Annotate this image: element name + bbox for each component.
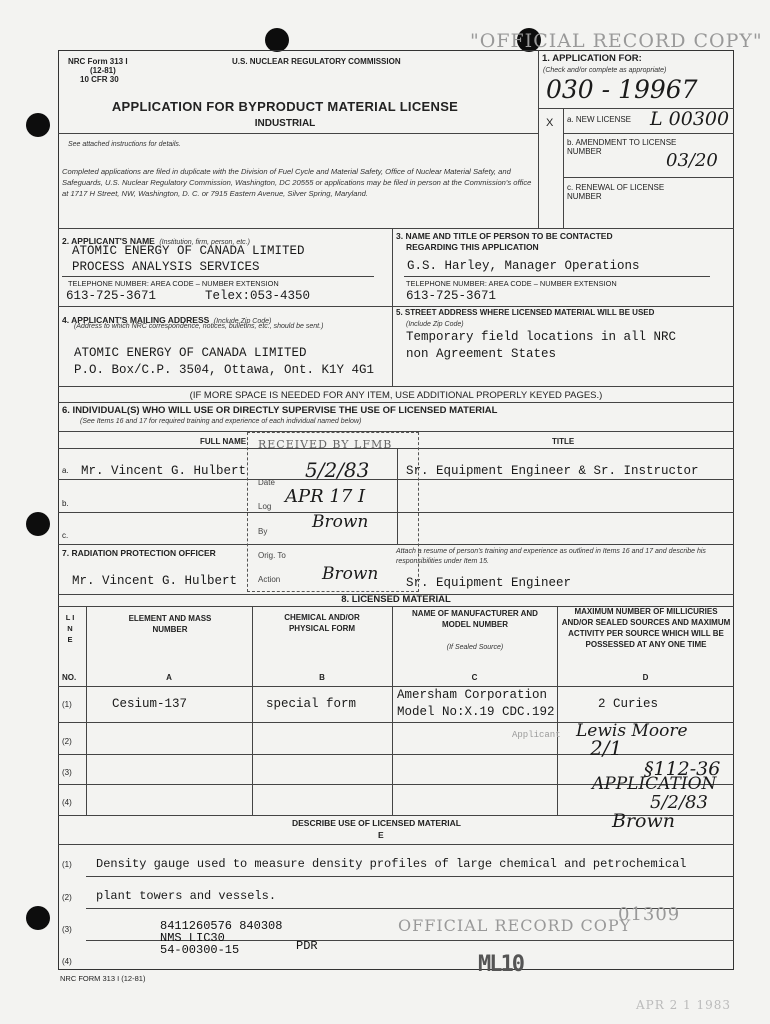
- mailing-address-zip-hint: (Include Zip Code): [213, 318, 272, 325]
- see-instructions: See attached instructions for details.: [68, 141, 181, 148]
- new-license-number: L 00300: [650, 108, 730, 130]
- use-row-2-text: plant towers and vessels.: [96, 889, 277, 903]
- element-col-letter: A: [166, 673, 172, 682]
- pdr-line-3: 54-00300-15: [160, 943, 240, 957]
- max-activity-col-label: MAXIMUM NUMBER OF MILLICURIES AND/OR SEALED SOURCES AND MAXIMUM ACTIVITY PER SOURCE WHICH WILL BE POSSESSED AT ANY ONE TIME: [561, 607, 731, 649]
- application-for-label: 1. APPLICATION FOR:: [542, 53, 642, 64]
- material-row-1-element: Cesium-137: [112, 697, 188, 711]
- licensed-material-label: 8. LICENSED MATERIAL: [341, 594, 451, 605]
- line-no-label: NO.: [62, 673, 77, 682]
- use-row-3-no: (3): [62, 925, 72, 934]
- received-action-hand: Brown: [322, 564, 379, 584]
- individual-a-name: Mr. Vincent G. Hulbert: [81, 464, 247, 478]
- rpo-hint: Attach a resume of person's training and experience as outlined in Items 16 and 17 and describe his responsibilities under Item 15.: [396, 548, 706, 565]
- application-for-hint: (Check and/or complete as appropriate): [543, 67, 667, 74]
- individual-a-letter: a.: [62, 466, 69, 475]
- note-date: 5/2/83: [650, 792, 708, 813]
- full-name-col: FULL NAME: [200, 437, 247, 446]
- received-stamp-title: RECEIVED BY LFMB: [258, 438, 393, 451]
- contact-label-2: REGARDING THIS APPLICATION: [406, 242, 539, 252]
- new-license-check[interactable]: X: [546, 117, 554, 129]
- material-row-4-no: (4): [62, 798, 72, 807]
- title-col: TITLE: [552, 437, 575, 446]
- rpo-label: 7. RADIATION PROTECTION OFFICER: [62, 548, 216, 558]
- individuals-hint: (See Items 16 and 17 for required training and experience of each individual named below): [80, 418, 362, 425]
- street-address-label: 5. STREET ADDRESS WHERE LICENSED MATERIAL WILL BE USED: [396, 308, 655, 317]
- agency-name: U.S. NUCLEAR REGULATORY COMMISSION: [232, 57, 401, 66]
- binder-hole-left-3: [26, 906, 50, 930]
- received-orig-label: Orig. To: [258, 551, 286, 560]
- pdr-line-2: NMS LIC30: [160, 931, 225, 945]
- binder-hole-top-1: [265, 28, 289, 52]
- new-license-option[interactable]: a. NEW LICENSE: [567, 115, 632, 124]
- form-subtitle: INDUSTRIAL: [254, 118, 316, 129]
- filing-instructions: Completed applications are filed in duplicate with the Division of Fuel Cycle and Material Safety, Office of Nuclear Material Safety, and Safeguards, U.S. Nuclear Regulatory Commission, Washington, DC 20555 or applications may be filed in person at the Commission's office at 1717 H Street, NW, Washington, D. C. or 7915 Eastern Avenue, Silver Spring, Maryland.: [62, 167, 532, 198]
- use-row-4-no: (4): [62, 957, 72, 966]
- street-address-line2: non Agreement States: [406, 347, 557, 361]
- mailing-address-line2: P.O. Box/C.P. 3504, Ottawa, Ont. K1Y 4G1: [74, 363, 375, 377]
- received-by-hand: Brown: [312, 512, 369, 532]
- applicant-name-hint: (Institution, firm, person, etc.): [159, 239, 250, 246]
- material-row-1-no: (1): [62, 700, 72, 709]
- material-row-1-mfr2: Model No:X.19 CDC.192: [397, 705, 555, 719]
- pdr-line-1: 8411260576 840308: [160, 919, 283, 933]
- amendment-number: 03/20: [666, 150, 718, 171]
- mailing-address-heading: 4. APPLICANT'S MAILING ADDRESS: [62, 315, 210, 325]
- individuals-label: 6. INDIVIDUAL(S) WHO WILL USE OR DIRECTLY SUPERVISE THE USE OF LICENSED MATERIAL: [62, 405, 498, 416]
- note-fee: §112-36: [644, 758, 721, 780]
- manufacturer-col-hint: (If Sealed Source): [446, 644, 504, 651]
- applicant-name-line1: ATOMIC ENERGY OF CANADA LIMITED: [72, 244, 305, 258]
- mailing-address-hint: (Address to which NRC correspondence, notices, bulletins, etc., should be sent.): [74, 323, 324, 330]
- received-date-label: Date: [258, 478, 275, 487]
- use-row-2-no: (2): [62, 893, 72, 902]
- manufacturer-col-label: NAME OF MANUFACTURER AND MODEL NUMBER: [412, 609, 538, 629]
- form-col-label: CHEMICAL AND/OR PHYSICAL FORM: [284, 613, 360, 633]
- note-number: 2/1: [590, 736, 623, 760]
- use-row-1-no: (1): [62, 860, 72, 869]
- applicant-name-line2: PROCESS ANALYSIS SERVICES: [72, 260, 260, 274]
- contact-phone-label: TELEPHONE NUMBER: AREA CODE – NUMBER EXTENSION: [406, 279, 617, 288]
- binder-hole-left-2: [26, 512, 50, 536]
- note-application: APPLICATION: [592, 774, 717, 794]
- more-space-note: (IF MORE SPACE IS NEEDED FOR ANY ITEM, USE ADDITIONAL PROPERLY KEYED PAGES.): [189, 390, 603, 401]
- individual-c-letter: c.: [62, 531, 69, 540]
- renewal-option[interactable]: c. RENEWAL OF LICENSE NUMBER: [567, 183, 665, 201]
- received-log-label: Log: [258, 502, 272, 511]
- form-title: APPLICATION FOR BYPRODUCT MATERIAL LICENSE: [111, 99, 459, 114]
- received-by-label: By: [258, 527, 268, 536]
- note-signature: Brown: [612, 810, 675, 832]
- official-record-stamp-top: "OFFICIAL RECORD COPY": [470, 30, 763, 52]
- individual-b-letter: b.: [62, 499, 69, 508]
- form-footer: NRC FORM 313 I (12-81): [60, 974, 146, 983]
- pdr-stamp: [160, 920, 282, 956]
- material-row-1-mfr1: Amersham Corporation: [397, 688, 548, 702]
- contact-label: 3. NAME AND TITLE OF PERSON TO BE CONTACTED: [396, 231, 613, 241]
- received-log-hand: APR 17 I: [285, 486, 366, 507]
- form-id: [68, 57, 158, 84]
- manufacturer-col-letter: C: [471, 673, 478, 682]
- form-date: (12-81): [90, 66, 116, 75]
- official-record-stamp-bottom: OFFICIAL RECORD COPY: [398, 916, 632, 935]
- applicant-phone: 613-725-3671: [66, 289, 157, 303]
- docket-number: 030 - 19967: [546, 75, 698, 104]
- material-row-2-no: (2): [62, 737, 72, 746]
- street-address-line1: Temporary field locations in all NRC: [406, 330, 677, 344]
- describe-use-label: DESCRIBE USE OF LICENSED MATERIAL: [292, 818, 461, 828]
- line-col-label: L I N E: [65, 613, 75, 644]
- element-col-label: ELEMENT AND MASS NUMBER: [128, 614, 212, 634]
- material-row-1-form: special form: [266, 697, 357, 711]
- apr-date-stamp: APR 2 1 1983: [636, 998, 732, 1012]
- form-col-letter: B: [319, 673, 325, 682]
- binder-hole-left-1: [26, 113, 50, 137]
- applicant-phone-label: TELEPHONE NUMBER: AREA CODE – NUMBER EXTENSION: [68, 279, 279, 288]
- received-action-label: Action: [258, 575, 281, 584]
- individual-a-title: Sr. Equipment Engineer & Sr. Instructor: [406, 464, 699, 478]
- street-address-hint: (Include Zip Code): [406, 321, 464, 328]
- form-number: NRC Form 313 I: [68, 57, 128, 66]
- rpo-title: Sr. Equipment Engineer: [406, 576, 572, 590]
- applicant-ghost-text: Applicant: [512, 730, 561, 740]
- ml-code: ML10: [478, 952, 523, 977]
- bottom-stamp-number: 01309: [618, 904, 681, 925]
- rpo-name: Mr. Vincent G. Hulbert: [72, 574, 238, 588]
- use-row-1-text: Density gauge used to measure density profiles of large chemical and petrochemical: [96, 857, 687, 871]
- describe-use-letter: E: [378, 830, 384, 840]
- form-cfr: 10 CFR 30: [80, 75, 119, 84]
- amendment-option[interactable]: b. AMENDMENT TO LICENSE NUMBER: [567, 138, 677, 156]
- applicant-name-heading: 2. APPLICANT'S NAME: [62, 236, 155, 246]
- note-name: Lewis Moore: [576, 721, 688, 741]
- contact-person: G.S. Harley, Manager Operations: [407, 259, 640, 273]
- contact-phone: 613-725-3671: [406, 289, 497, 303]
- mailing-address-line1: ATOMIC ENERGY OF CANADA LIMITED: [74, 346, 307, 360]
- pdr-label: PDR: [296, 939, 318, 953]
- material-row-1-max: 2 Curies: [598, 697, 659, 711]
- received-date-hand: 5/2/83: [305, 458, 370, 482]
- material-row-3-no: (3): [62, 768, 72, 777]
- applicant-telex: Telex:053-4350: [205, 289, 311, 303]
- max-activity-col-letter: D: [642, 673, 649, 682]
